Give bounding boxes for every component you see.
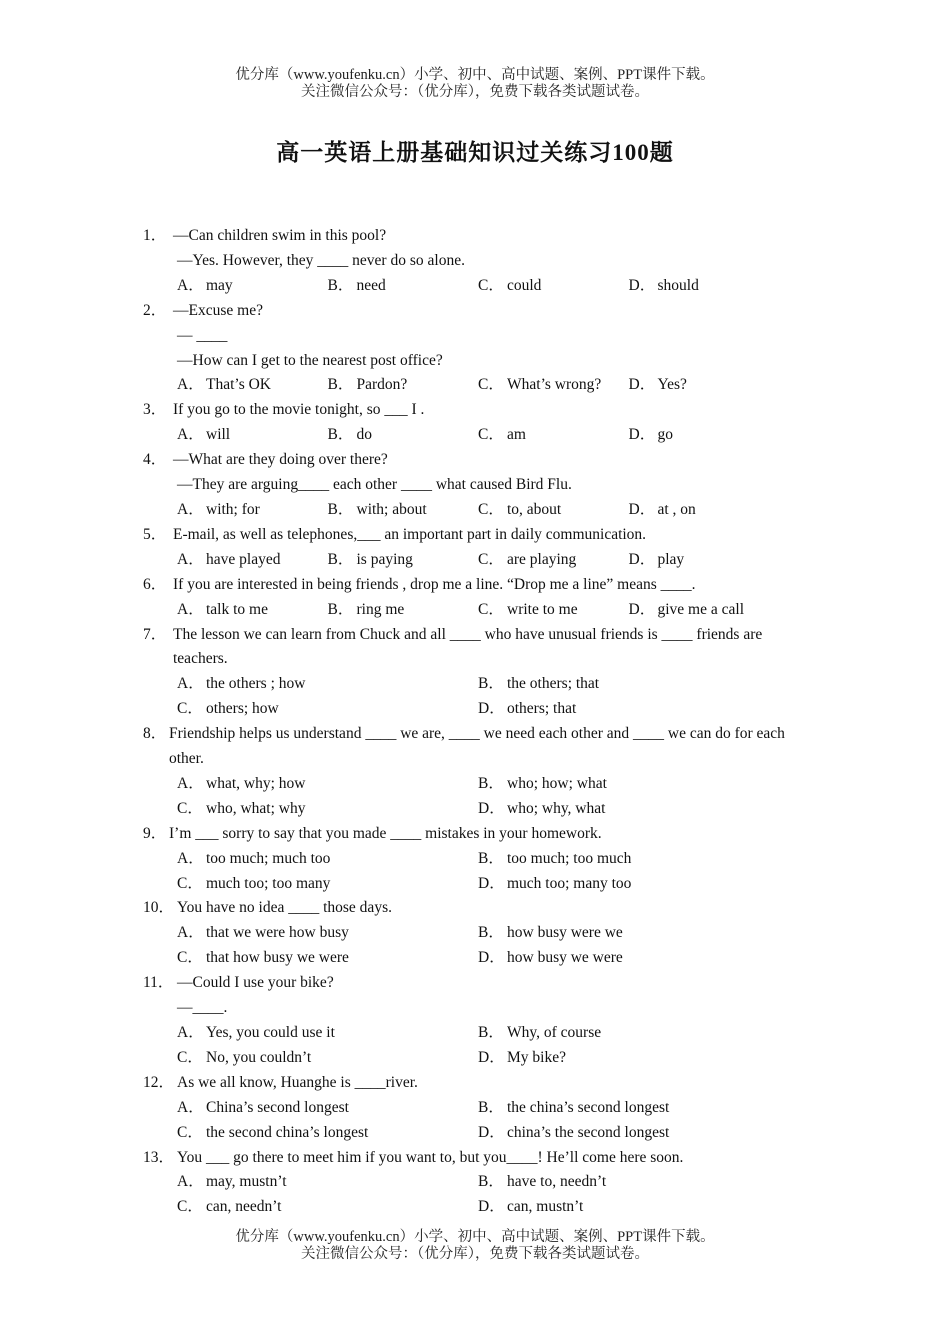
options-row <box>143 847 808 897</box>
option-letter: C． <box>177 1123 203 1141</box>
dialogue-line: —Yes. However, they ____ never do so alone. <box>177 251 465 269</box>
answer-option <box>478 1096 779 1121</box>
footer-line-1: 优分库（www.youfenku.cn）小学、初中、高中试题、案例、PPT课件下载。 <box>235 1229 715 1245</box>
answer-option <box>478 1170 779 1195</box>
option-text: may, mustn’t <box>206 1173 287 1191</box>
question-stem <box>143 224 808 249</box>
answer-option <box>177 548 328 573</box>
option-text: should <box>657 276 699 294</box>
option-letter: A． <box>177 1173 204 1191</box>
option-text: Why, of course <box>507 1024 602 1041</box>
option-text: much too; many too <box>507 874 632 892</box>
option-letter: B． <box>478 1024 504 1041</box>
option-text: the china’s second longest <box>507 1098 670 1116</box>
option-letter: A． <box>177 675 204 693</box>
option-letter: A． <box>177 774 204 792</box>
option-letter: A． <box>177 1098 204 1116</box>
answer-option <box>629 423 780 448</box>
answer-option <box>177 921 478 946</box>
answer-option <box>629 373 780 398</box>
answer-option <box>328 423 479 448</box>
header-line-2: 关注微信公众号：（优分库），免费下载各类试题试卷。 <box>301 84 649 100</box>
page-header <box>0 67 950 101</box>
answer-option <box>177 1021 478 1046</box>
footer-line-2: 关注微信公众号：（优分库），免费下载各类试题试卷。 <box>301 1246 649 1262</box>
option-letter: C． <box>478 376 504 394</box>
option-letter: A． <box>177 376 204 394</box>
option-letter: A． <box>177 849 204 867</box>
question-text: I’m ___ sorry to say that you made ____ mistakes in your homework. <box>169 824 602 842</box>
options-row <box>143 772 808 822</box>
answer-option <box>478 274 629 299</box>
question-text: —What are they doing over there? <box>173 451 388 469</box>
option-letter: C． <box>177 799 203 817</box>
question-stem <box>143 722 808 772</box>
answer-option <box>177 1170 478 1195</box>
page-title: 高一英语上册基础知识过关练习100题 <box>276 140 674 165</box>
question-stem <box>143 896 808 921</box>
answer-option <box>177 672 478 697</box>
options-row <box>143 373 808 398</box>
answer-option <box>177 847 478 872</box>
option-text: who; why, what <box>507 799 606 817</box>
answer-option <box>177 1046 478 1071</box>
option-text: the others ; how <box>206 675 306 693</box>
option-text: have played <box>206 550 281 568</box>
question-stem <box>143 971 808 996</box>
question-text: You have no idea ____ those days. <box>177 899 392 917</box>
answer-option <box>478 946 779 971</box>
option-letter: D． <box>478 1198 505 1216</box>
option-text: that we were how busy <box>206 924 349 942</box>
question-text: Friendship helps us understand ____ we are, ____ we need each other and ____ we can do for each other. <box>169 725 785 768</box>
question-item <box>143 1146 808 1221</box>
question-number: 8． <box>143 725 167 743</box>
option-text: the others; that <box>507 675 600 693</box>
option-letter: B． <box>478 849 504 867</box>
option-text: What’s wrong? <box>507 376 602 394</box>
option-text: could <box>507 276 542 294</box>
option-text: That’s OK <box>206 376 272 394</box>
option-text: to, about <box>507 500 562 518</box>
option-text: the second china’s longest <box>206 1123 369 1141</box>
option-text: can, mustn’t <box>507 1198 584 1216</box>
option-letter: A． <box>177 500 204 518</box>
question-item <box>143 971 808 1071</box>
option-letter: C． <box>478 550 504 568</box>
answer-option <box>478 872 779 897</box>
option-text: china’s the second longest <box>507 1123 670 1141</box>
question-item <box>143 573 808 623</box>
option-text: China’s second longest <box>206 1098 349 1116</box>
option-letter: A． <box>177 600 204 618</box>
answer-option <box>478 1121 779 1146</box>
option-text: who; how; what <box>507 774 607 792</box>
answer-option <box>478 423 629 448</box>
option-text: with; about <box>356 500 427 518</box>
options-row <box>143 423 808 448</box>
dialogue-line: — ____ <box>177 326 228 344</box>
answer-option <box>478 548 629 573</box>
option-text: that how busy we were <box>206 949 349 967</box>
answer-option <box>629 548 780 573</box>
answer-option <box>328 274 479 299</box>
option-text: too much; much too <box>206 849 331 867</box>
answer-option <box>478 498 629 523</box>
option-letter: C． <box>177 1198 203 1216</box>
answer-option <box>629 274 780 299</box>
option-text: how busy we were <box>507 949 623 967</box>
dialogue-line: —____. <box>177 999 228 1017</box>
option-text: have to, needn’t <box>507 1173 607 1191</box>
option-letter: C． <box>478 276 504 294</box>
option-text: who, what; why <box>206 799 306 817</box>
option-letter: A． <box>177 1024 204 1041</box>
option-text: is paying <box>356 550 413 568</box>
answer-option <box>177 373 328 398</box>
option-letter: C． <box>177 949 203 967</box>
option-text: others; how <box>206 700 279 718</box>
question-stem <box>143 573 808 598</box>
answer-option <box>177 1195 478 1220</box>
answer-option <box>177 946 478 971</box>
answer-option <box>478 697 779 722</box>
answer-option <box>328 598 479 623</box>
answer-option <box>177 872 478 897</box>
option-text: much too; too many <box>206 874 331 892</box>
answer-option <box>177 598 328 623</box>
option-text: may <box>206 276 233 294</box>
option-text: with; for <box>206 500 260 518</box>
option-letter: B． <box>478 1098 504 1116</box>
answer-option <box>629 598 780 623</box>
option-letter: D． <box>628 426 656 444</box>
option-letter: A． <box>177 426 204 444</box>
question-item <box>143 822 808 897</box>
answer-option <box>478 797 779 822</box>
answer-option <box>328 498 479 523</box>
option-letter: A． <box>177 276 204 294</box>
option-letter: B． <box>327 500 354 518</box>
question-stem <box>143 523 808 548</box>
option-text: too much; too much <box>507 849 632 867</box>
option-letter: C． <box>177 700 203 718</box>
option-text: will <box>206 426 231 444</box>
option-text: Yes, you could use it <box>206 1024 335 1041</box>
options-row <box>143 672 808 722</box>
answer-option <box>478 1021 779 1046</box>
answer-option <box>177 274 328 299</box>
answer-option <box>478 847 779 872</box>
option-text: give me a call <box>657 600 744 618</box>
option-text: play <box>657 550 685 568</box>
answer-option <box>177 772 478 797</box>
question-number: 9． <box>143 824 167 842</box>
option-text: do <box>356 426 372 444</box>
question-number: 7． <box>143 625 167 643</box>
option-text: what, why; how <box>206 774 306 792</box>
option-letter: D． <box>478 799 505 817</box>
option-text: My bike? <box>507 1048 566 1066</box>
option-letter: B． <box>327 276 354 294</box>
question-number: 4． <box>143 451 167 469</box>
question-item <box>143 448 808 523</box>
answer-option <box>478 1046 779 1071</box>
option-letter: D． <box>628 376 656 394</box>
options-row <box>143 921 808 971</box>
answer-option <box>478 1195 779 1220</box>
page-footer <box>0 1229 950 1263</box>
option-text: can, needn’t <box>206 1198 282 1216</box>
option-letter: D． <box>628 500 656 518</box>
question-text: —Could I use your bike? <box>177 974 334 992</box>
question-stem <box>143 299 808 324</box>
option-text: Pardon? <box>356 376 408 394</box>
options-row <box>143 1096 808 1146</box>
option-letter: C． <box>478 426 504 444</box>
answer-option <box>177 697 478 722</box>
question-number: 3． <box>143 401 167 419</box>
question-number: 1． <box>143 227 167 244</box>
options-row <box>143 1170 808 1220</box>
option-text: are playing <box>507 550 577 568</box>
option-letter: B． <box>327 600 354 618</box>
option-text: talk to me <box>206 600 268 618</box>
option-text: No, you couldn’t <box>206 1048 312 1066</box>
question-item <box>143 623 808 723</box>
option-letter: D． <box>478 1048 505 1066</box>
option-letter: B． <box>478 1173 504 1191</box>
question-text: As we all know, Huanghe is ____river. <box>177 1073 418 1091</box>
option-text: others; that <box>507 700 577 718</box>
question-number: 5． <box>143 525 167 543</box>
answer-option <box>478 598 629 623</box>
option-text: Yes? <box>657 376 687 394</box>
option-letter: B． <box>327 426 354 444</box>
answer-option <box>177 498 328 523</box>
answer-option <box>478 373 629 398</box>
option-letter: D． <box>478 700 505 718</box>
question-item <box>143 398 808 448</box>
question-stem <box>143 623 808 673</box>
answer-option <box>328 373 479 398</box>
question-number: 11． <box>143 974 174 992</box>
answer-option <box>177 423 328 448</box>
question-number: 2． <box>143 301 167 319</box>
options-row <box>143 498 808 523</box>
answer-option <box>177 1096 478 1121</box>
question-stem <box>143 1146 808 1171</box>
answer-option <box>177 797 478 822</box>
answer-option <box>629 498 780 523</box>
option-letter: D． <box>478 874 505 892</box>
option-letter: C． <box>478 600 504 618</box>
option-text: at , on <box>657 500 696 518</box>
question-number: 6． <box>143 575 167 593</box>
question-stem <box>143 398 808 423</box>
option-letter: A． <box>177 924 204 942</box>
question-stem <box>143 1071 808 1096</box>
dialogue-line: —They are arguing____ each other ____ what caused Bird Flu. <box>177 476 572 494</box>
option-text: how busy were we <box>507 924 623 942</box>
question-number: 12． <box>143 1073 175 1091</box>
answer-option <box>478 672 779 697</box>
option-letter: B． <box>478 774 504 792</box>
option-letter: C． <box>177 874 203 892</box>
question-number: 10． <box>143 899 175 917</box>
option-letter: B． <box>327 376 354 394</box>
question-text: —Can children swim in this pool? <box>173 227 387 244</box>
option-text: need <box>356 276 386 294</box>
question-item <box>143 896 808 971</box>
option-letter: B． <box>478 675 504 693</box>
question-text: If you go to the movie tonight, so ___ I . <box>173 401 425 419</box>
option-letter: B． <box>478 924 504 942</box>
question-item <box>143 523 808 573</box>
option-letter: D． <box>628 600 656 618</box>
question-stem <box>143 822 808 847</box>
question-text: —Excuse me? <box>173 301 263 319</box>
option-letter: B． <box>327 550 354 568</box>
answer-option <box>177 1121 478 1146</box>
option-text: ring me <box>356 600 405 618</box>
question-text: The lesson we can learn from Chuck and all ____ who have unusual friends is ____ friends are teachers. <box>173 625 763 668</box>
question-number: 13． <box>143 1148 175 1166</box>
header-line-1: 优分库（www.youfenku.cn）小学、初中、高中试题、案例、PPT课件下载。 <box>235 67 715 83</box>
option-letter: D． <box>478 1123 505 1141</box>
question-item <box>143 722 808 822</box>
option-text: am <box>507 426 526 444</box>
option-letter: C． <box>177 1048 203 1066</box>
question-stem <box>143 448 808 473</box>
options-row <box>143 1021 808 1071</box>
option-text: write to me <box>507 600 578 618</box>
dialogue-line: —How can I get to the nearest post office? <box>177 351 443 369</box>
option-letter: A． <box>177 550 204 568</box>
question-item <box>143 1071 808 1146</box>
options-row <box>143 548 808 573</box>
options-row <box>143 274 808 299</box>
answer-option <box>328 548 479 573</box>
question-text: You ___ go there to meet him if you want to, but you____! He’ll come here soon. <box>177 1148 684 1166</box>
option-letter: D． <box>628 550 656 568</box>
question-text: E-mail, as well as telephones,___ an important part in daily communication. <box>173 525 647 543</box>
question-item <box>143 224 808 299</box>
option-text: go <box>657 426 673 444</box>
options-row <box>143 598 808 623</box>
question-text: If you are interested in being friends , drop me a line. “Drop me a line” means ____. <box>173 575 696 593</box>
option-letter: D． <box>628 276 656 294</box>
question-list <box>143 224 808 1220</box>
answer-option <box>478 772 779 797</box>
answer-option <box>478 921 779 946</box>
option-letter: D． <box>478 949 505 967</box>
question-item <box>143 299 808 399</box>
option-letter: C． <box>478 500 504 518</box>
